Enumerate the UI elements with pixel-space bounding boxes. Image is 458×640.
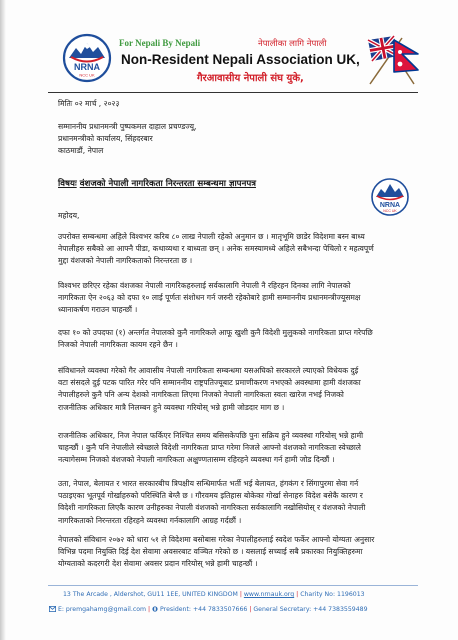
- body-paragraph: [58, 478, 420, 527]
- paragraph-line: उपरोक्त सम्बन्धमा अहिले विश्वभर करिब ८० लाख नेपाली रहेको अनुमान छ । मातृभूमि छाडेर विदेशमा बस्न बाध्य: [58, 232, 365, 241]
- nepal-flag-icon: [394, 40, 418, 72]
- page-edge-shadow: [0, 0, 6, 640]
- subject-label: विषयः: [58, 179, 77, 189]
- paragraph-line: नेपालको संविधान २०७२ को धारा ५१ ले विदेशमा बसोबास गरेका नेपालीहरुलाई स्वदेश फर्केर आफ्नो योग्यता अनुसार: [58, 535, 375, 544]
- paragraph-line: विभिन्न पदमा नियुक्ति दिई देश सेवामा अवसरबाट वञ्चित गरेको छ । यसलाई सच्याई सबै प्रकारका नियुक्तिहरुमा: [58, 547, 363, 557]
- paragraph-line: नागरिकता ऐन २०६३ को दफा १० लाई पूर्णतः संशोधन गर्न जरुरी रहेकोबारे हामी सम्माननीय प्रधानमन्त्रीज्यूसमक्ष: [58, 293, 361, 303]
- footer-email-link[interactable]: E: premgahamg@gmail.com: [57, 606, 147, 613]
- crossed-flags-icon: [362, 34, 422, 86]
- body-paragraph: [58, 280, 420, 317]
- slogan-english: For Nepali By Nepali: [119, 38, 201, 48]
- seal-subtext: NCC UK: [383, 209, 397, 213]
- paragraph-line: संविधानले व्यवस्था गरेको गैर आवासीय नेपाली नागरिकता सम्बन्धमा यसअघिको सरकारले ल्याएको विधेयक दुई: [58, 366, 359, 375]
- letter-date: मितिः ०२ मार्च , २०२३: [58, 99, 120, 108]
- slogan-nepali: नेपालीका लागि नेपाली: [258, 39, 327, 49]
- phone-icon: [152, 606, 158, 612]
- paragraph-line: निजको नेपाली नागरिकता कायम रहने छैन ।: [58, 340, 178, 350]
- footer-president-phone: President: +44 7833507666: [160, 606, 248, 613]
- footer-line-address: [63, 591, 365, 598]
- nrna-seal-icon: [369, 175, 411, 223]
- paragraph-line: योग्यताको कदरगरी देश सेवामा अवसर प्रदान गरियोस् भन्ने हामी चाहन्छौं ।: [58, 559, 258, 569]
- nrna-logo: [62, 33, 112, 83]
- body-paragraph: [58, 534, 420, 571]
- paragraph-line: राजनीतिक अधिकार मात्रै निलम्बन हुने व्यवस्था गरियोस् भन्ने हामी जोडदार माग छ ।: [58, 402, 285, 412]
- recipient-line: प्रधानमन्त्रीको कार्यालय, सिंहदरबार: [58, 134, 153, 143]
- body-paragraph: [58, 365, 420, 414]
- paragraph-line: राजनीतिक अधिकार, निज नेपाल फर्किएर निश्चित समय बसिसकेपछि पुनः सक्रिय हुने व्यवस्था गरियोस् भन्ने हामी: [58, 431, 364, 440]
- body-paragraph: [58, 430, 420, 467]
- paragraph-line: उता, नेपाल, बेलायत र भारत सरकारबीच त्रिपक्षीय सन्धिमार्फत भर्ती भई बेलायत, हंगकंग र सिंगापुरमा सेवा गर्न: [58, 479, 359, 488]
- paragraph-line: नत्यागेसम्म निजको वंशजको नेपाली नागरिकता अक्षुण्णतासम्म रहिरहने व्यवस्था गर्न हामी जोड दिन्छौं ।: [58, 455, 335, 465]
- paragraph-line: पठाइएका भूतपूर्व गोर्खाहरुको परिस्थिति बेग्लै छ । गौरवमय इतिहास बोकेका गोर्खा सेनाहरु विदेश बसेकै कारण र: [58, 491, 363, 501]
- envelope-icon: [49, 606, 56, 612]
- paragraph-line: मुद्दा वंशजको नेपाली नागरिकताको निरन्तरता छ ।: [58, 256, 193, 266]
- logo-text: NRNA: [74, 62, 100, 72]
- paragraph-line: नागरिकताको निरन्तरता रहिरहने व्यवस्था गर्नकालागि आग्रह गर्दछौं ।: [58, 515, 242, 525]
- seal-text: NRNA: [379, 202, 401, 209]
- paragraph-line: विदेशी नागरिकता लिएकै कारण उनीहरुका नेपाली वंशजको नागरिकता सर्वकालागि नखोसियोस् र वंशजको नेपाली: [58, 503, 366, 513]
- footer-website-link[interactable]: www.nrnauk.org: [243, 591, 295, 598]
- footer-separator: |: [239, 591, 242, 598]
- paragraph-line: ध्यानाकर्षण गराउन चाहन्छौं ।: [58, 305, 138, 315]
- paragraph-line: वटा संसदले दुई पटक पारित गरेर पनि सम्माननीय राष्ट्रपतिज्यूबाट प्रमाणीकरण नभएको अवस्थामा हामी वंशजका: [58, 378, 361, 388]
- subject-text: वंशजको नेपाली नागरिकता निरन्तरता सम्बन्धमा ज्ञापनपत्र: [79, 179, 256, 189]
- salutation: महोदय,: [58, 211, 80, 220]
- footer-divider: [48, 585, 418, 586]
- paragraph-line: विश्वभर छरिएर रहेका वंशजका नेपाली नागरिकहरुलाई सर्वकालागि नेपाली नै रहिरहन दिनका लागि नेपालको: [58, 281, 351, 290]
- letter-subject: [58, 177, 256, 189]
- header-divider: [48, 92, 418, 93]
- footer-general-secretary-phone: General Secretary: +44 7383559489: [253, 606, 368, 613]
- logo-subtext: NCC UK: [79, 72, 95, 78]
- paragraph-line: दफा १० को उपदफा (१) अन्तर्गत नेपालको कुनै नागरिकले आफू खुशी कुनै विदेशी मुलुकको नागरिकता प्राप्त गरेपछि: [58, 328, 373, 337]
- footer-separator: |: [249, 606, 252, 613]
- paragraph-line: नेपालीहरु सबैको आ आफ्नै पीडा, कथाव्यथा र बाध्यता छन् । अनेक समस्यामध्ये अहिले सबैभन्दा पेचिलो र महत्वपूर्ण: [58, 244, 374, 254]
- footer-address: 13 The Arcade , Aldershot, GU11 1EE, UNITED KINGDOM: [63, 591, 238, 598]
- footer-separator: |: [148, 606, 151, 613]
- body-paragraph: [58, 327, 420, 351]
- paragraph-line: नेपालीहरुले कुनै पनि अन्य देशको नागरिकता लिएमा निजको नेपाली नागरिकता स्वतः खारेज नभई निजको: [58, 390, 344, 400]
- body-paragraph: [58, 231, 420, 268]
- organization-name-english: Non-Resident Nepali Association UK,: [121, 52, 360, 67]
- footer-separator: |: [296, 591, 299, 598]
- recipient-line: सम्माननीय प्रधानमन्त्री पुष्पकमल दाहाल प्रचण्डज्यू,: [58, 122, 197, 131]
- recipient-line: काठमाडौं, नेपाल: [58, 146, 104, 155]
- footer-line-contacts: [49, 606, 368, 613]
- organization-name-nepali: गैरआवासीय नेपाली संघ युके,: [197, 73, 304, 84]
- paragraph-line: चाहन्छौं । कुनै पनि नेपालीले स्वेच्छाले विदेशी नागरिकता प्राप्त गरेमा निजले आफ्नो वंशजको नागरिकता स्वेच्छाले: [58, 443, 361, 453]
- footer-charity-number: Charity No: 1196013: [300, 591, 365, 598]
